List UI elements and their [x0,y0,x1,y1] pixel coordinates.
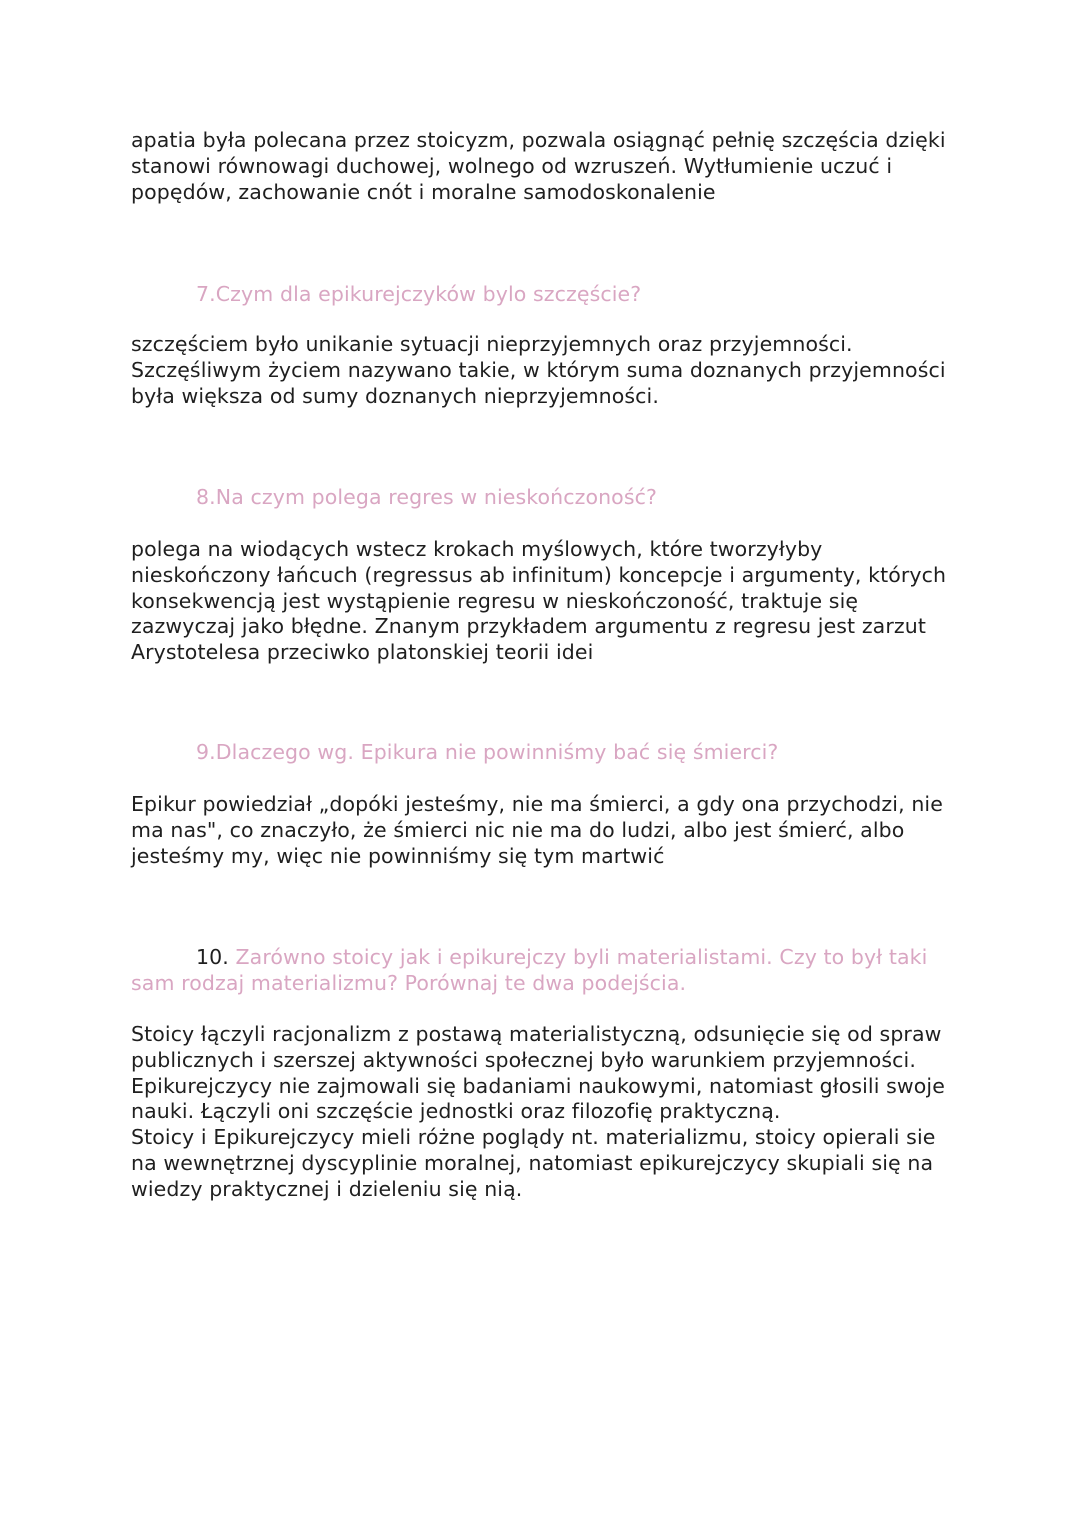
answer-10-text: Stoicy łączyli racjonalizm z postawą materialistyczną, odsunięcie się od spraw publicznych i szerszej aktywności społecznej było warunkiem przyjemności. Epikurejczycy nie zajmowali się badaniami naukowymi, natomiast głosili swoje nauki. Łączyli oni szczęście jednostki oraz filozofię praktyczną. [131,1022,945,1124]
question-7 [131,282,961,308]
question-8-text: Na czym polega regres w nieskończoność? [215,485,657,509]
question-7-text: Czym dla epikurejczyków bylo szczęście? [215,282,642,306]
question-7-number: 7. [196,282,216,306]
intro-answer-text: apatia była polecana przez stoicyzm, pozwala osiągnąć pełnię szczęścia dzięki stanowi równowagi duchowej, wolnego od wzruszeń. Wytłumienie uczuć i popędów, zachowanie cnót i moralne samodoskonalenie [131,128,946,204]
question-10 [131,945,961,997]
answer-10-text-continued: Stoicy i Epikurejczycy mieli różne poglądy nt. materializmu, stoicy opierali sie na wewnętrznej dyscyplinie moralnej, natomiast epikurejczycy skupiali się na wiedzy praktycznej i dzieleniu się nią. [131,1125,936,1201]
answer-9-text: Epikur powiedział „dopóki jesteśmy, nie ma śmierci, a gdy ona przychodzi, nie ma nas", co znaczyło, że śmierci nic nie ma do ludzi, albo jest śmierć, albo jesteśmy my, więc nie powinniśmy się tym martwić [131,792,943,868]
question-9-text: Dlaczego wg. Epikura nie powinniśmy bać się śmierci? [215,740,779,764]
question-9 [131,740,961,766]
question-9-number: 9. [196,740,216,764]
question-10-text: Zarówno stoicy jak i epikurejczy byli materialistami. Czy to był taki sam rodzaj materializmu? Porównaj te dwa podejścia. [131,945,928,995]
answer-7-text: szczęściem było unikanie sytuacji nieprzyjemnych oraz przyjemności. Szczęśliwym życiem nazywano takie, w którym suma doznanych przyjemności była większa od sumy doznanych nieprzyjemności. [131,332,946,408]
question-8-number: 8. [196,485,216,509]
answer-8-text: polega na wiodących wstecz krokach myślowych, które tworzyłyby nieskończony łańcuch (regressus ab infinitum) koncepcje i argumenty, których konsekwencją jest wystąpienie regresu w nieskończoność, traktuje się zazwyczaj jako błędne. Znanym przykładem argumentu z regresu jest zarzut Arystotelesa przeciwko platonskiej teorii idei [131,537,947,665]
question-8 [131,485,961,511]
question-10-number: 10. [196,945,229,969]
